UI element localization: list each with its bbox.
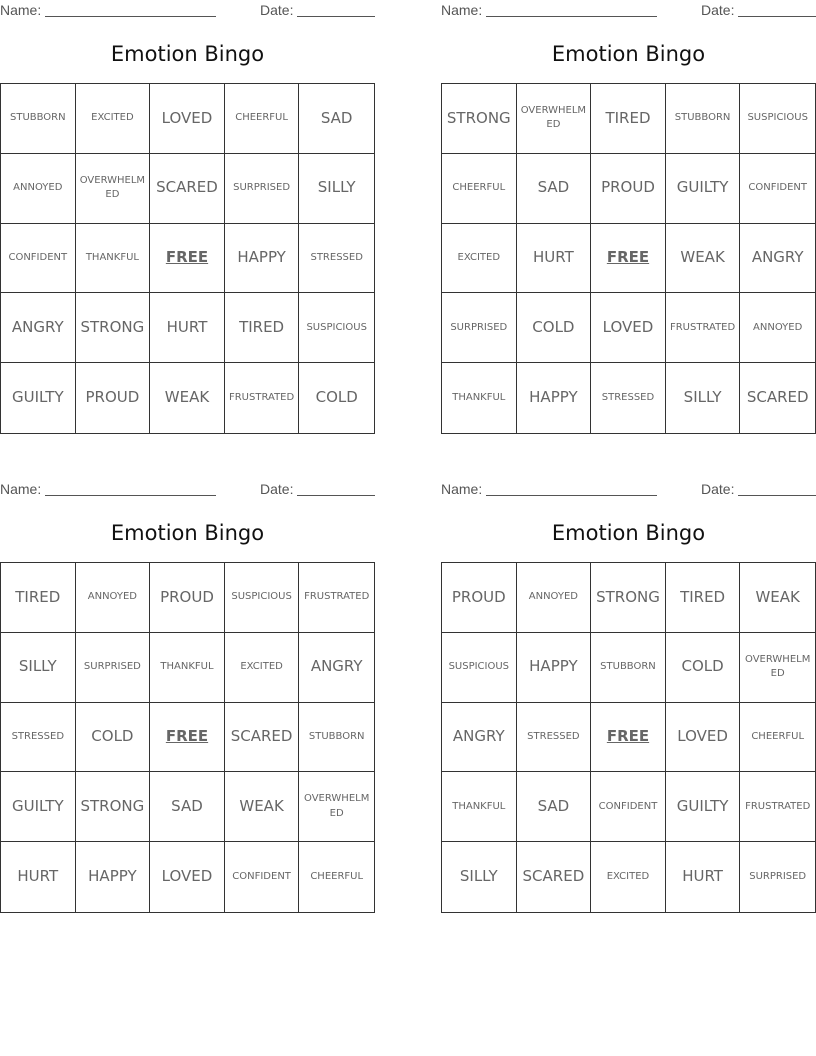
- bingo-cell[interactable]: PROUD: [442, 563, 517, 633]
- bingo-cell[interactable]: SUSPICIOUS: [225, 563, 300, 633]
- card-title: Emotion Bingo: [110, 42, 265, 66]
- date-field[interactable]: [297, 16, 375, 17]
- bingo-cell[interactable]: STRONG: [442, 84, 517, 154]
- bingo-cell[interactable]: LOVED: [150, 842, 225, 912]
- bingo-cell[interactable]: STUBBORN: [299, 703, 374, 773]
- bingo-cell[interactable]: WEAK: [740, 563, 815, 633]
- bingo-cell[interactable]: GUILTY: [1, 363, 76, 433]
- bingo-cell[interactable]: PROUD: [591, 154, 666, 224]
- bingo-cell[interactable]: FRUSTRATED: [740, 772, 815, 842]
- bingo-cell[interactable]: EXCITED: [225, 633, 300, 703]
- bingo-cell[interactable]: THANKFUL: [76, 224, 151, 294]
- bingo-cell[interactable]: LOVED: [150, 84, 225, 154]
- free-space[interactable]: FREE: [150, 224, 225, 294]
- bingo-cell[interactable]: COLD: [315, 388, 358, 407]
- bingo-cell[interactable]: SAD: [150, 772, 225, 842]
- bingo-cell[interactable]: STRONG: [591, 563, 666, 633]
- card-header: [0, 481, 375, 499]
- card-title: Emotion Bingo: [551, 42, 706, 66]
- bingo-card: [441, 479, 816, 913]
- bingo-cell[interactable]: STRESSED: [1, 703, 76, 773]
- bingo-cell[interactable]: SILLY: [666, 363, 741, 433]
- bingo-grid: [441, 562, 816, 913]
- card-title: Emotion Bingo: [551, 521, 706, 545]
- bingo-cell[interactable]: SCARED: [746, 388, 809, 407]
- bingo-card: [0, 479, 375, 913]
- bingo-cell[interactable]: ANGRY: [299, 633, 374, 703]
- bingo-cell[interactable]: OVERWHELMED: [76, 154, 151, 224]
- bingo-cell[interactable]: TIRED: [225, 293, 300, 363]
- bingo-cell[interactable]: HURT: [1, 842, 76, 912]
- bingo-cell[interactable]: TIRED: [1, 563, 76, 633]
- bingo-cell[interactable]: SILLY: [1, 633, 76, 703]
- bingo-cell[interactable]: SURPRISED: [225, 154, 300, 224]
- bingo-cell[interactable]: ANGRY: [442, 703, 517, 773]
- bingo-cell[interactable]: OVERWHELMED: [299, 772, 374, 842]
- bingo-cell[interactable]: CONFIDENT: [225, 842, 300, 912]
- bingo-cell[interactable]: OVERWHELMED: [740, 633, 815, 703]
- bingo-cell[interactable]: CHEERFUL: [310, 870, 364, 882]
- bingo-cell[interactable]: SURPRISED: [442, 293, 517, 363]
- date-label: Date:: [260, 2, 294, 18]
- bingo-cell[interactable]: TIRED: [666, 563, 741, 633]
- bingo-cell[interactable]: THANKFUL: [150, 633, 225, 703]
- bingo-cell[interactable]: FRUSTRATED: [299, 563, 374, 633]
- bingo-cell[interactable]: EXCITED: [442, 224, 517, 294]
- bingo-cell[interactable]: THANKFUL: [442, 363, 517, 433]
- bingo-cell[interactable]: FRUSTRATED: [666, 293, 741, 363]
- bingo-cell[interactable]: HAPPY: [517, 633, 592, 703]
- name-label: Name:: [441, 481, 483, 497]
- bingo-cell[interactable]: TIRED: [591, 84, 666, 154]
- bingo-cell[interactable]: OVERWHELMED: [517, 84, 592, 154]
- card-header: [441, 481, 816, 499]
- bingo-cell[interactable]: SCARED: [517, 842, 592, 912]
- bingo-cell[interactable]: LOVED: [666, 703, 741, 773]
- name-field[interactable]: [486, 16, 657, 17]
- bingo-cell[interactable]: STRONG: [76, 772, 151, 842]
- bingo-cell[interactable]: GUILTY: [666, 772, 741, 842]
- free-space[interactable]: FREE: [150, 703, 225, 773]
- bingo-cell[interactable]: CONFIDENT: [740, 154, 815, 224]
- bingo-cell[interactable]: SCARED: [150, 154, 225, 224]
- bingo-cell[interactable]: HURT: [517, 224, 592, 294]
- bingo-cell[interactable]: SUSPICIOUS: [299, 293, 374, 363]
- bingo-cell[interactable]: STRESSED: [299, 224, 374, 294]
- date-field[interactable]: [738, 16, 816, 17]
- bingo-cell[interactable]: WEAK: [150, 363, 225, 433]
- bingo-cell[interactable]: COLD: [76, 703, 151, 773]
- bingo-cell[interactable]: STUBBORN: [666, 84, 741, 154]
- bingo-cell[interactable]: STRESSED: [517, 703, 592, 773]
- bingo-cell[interactable]: ANGRY: [740, 224, 815, 294]
- name-field[interactable]: [45, 495, 216, 496]
- card-header: [441, 2, 816, 20]
- bingo-cell[interactable]: SILLY: [442, 842, 517, 912]
- bingo-grid: [0, 562, 375, 913]
- bingo-cell[interactable]: CONFIDENT: [591, 772, 666, 842]
- bingo-cell[interactable]: SAD: [517, 772, 592, 842]
- bingo-cell[interactable]: SURPRISED: [749, 870, 807, 882]
- bingo-cell[interactable]: STRESSED: [591, 363, 666, 433]
- bingo-cell[interactable]: CONFIDENT: [1, 224, 76, 294]
- bingo-cell[interactable]: ANNOYED: [740, 293, 815, 363]
- bingo-cell[interactable]: PROUD: [76, 363, 151, 433]
- bingo-grid: [0, 83, 375, 434]
- bingo-card: [441, 0, 816, 434]
- bingo-cell[interactable]: THANKFUL: [442, 772, 517, 842]
- bingo-cell[interactable]: PROUD: [150, 563, 225, 633]
- bingo-card: [0, 0, 375, 434]
- free-space[interactable]: FREE: [591, 224, 666, 294]
- name-field[interactable]: [45, 16, 216, 17]
- name-label: Name:: [0, 2, 42, 18]
- bingo-cell[interactable]: COLD: [517, 293, 592, 363]
- date-label: Date:: [260, 481, 294, 497]
- name-field[interactable]: [486, 495, 657, 496]
- bingo-cell[interactable]: GUILTY: [1, 772, 76, 842]
- card-title: Emotion Bingo: [110, 521, 265, 545]
- bingo-cell[interactable]: SAD: [299, 84, 374, 154]
- bingo-cell[interactable]: HAPPY: [517, 363, 592, 433]
- bingo-cell[interactable]: STRONG: [76, 293, 151, 363]
- bingo-cell[interactable]: SUSPICIOUS: [740, 84, 815, 154]
- bingo-cell[interactable]: SILLY: [299, 154, 374, 224]
- name-label: Name:: [0, 481, 42, 497]
- bingo-cell[interactable]: SUSPICIOUS: [442, 633, 517, 703]
- bingo-cell[interactable]: STUBBORN: [1, 84, 76, 154]
- bingo-cell[interactable]: LOVED: [591, 293, 666, 363]
- bingo-cell[interactable]: FRUSTRATED: [225, 363, 300, 433]
- bingo-cell[interactable]: HURT: [150, 293, 225, 363]
- date-label: Date:: [701, 2, 735, 18]
- date-field[interactable]: [738, 495, 816, 496]
- bingo-cell[interactable]: WEAK: [666, 224, 741, 294]
- bingo-cell[interactable]: SURPRISED: [76, 633, 151, 703]
- card-header: [0, 2, 375, 20]
- bingo-cell[interactable]: CHEERFUL: [740, 703, 815, 773]
- bingo-grid: [441, 83, 816, 434]
- bingo-cell[interactable]: STUBBORN: [591, 633, 666, 703]
- bingo-cell[interactable]: HAPPY: [225, 224, 300, 294]
- bingo-cell[interactable]: SAD: [517, 154, 592, 224]
- bingo-cell[interactable]: COLD: [666, 633, 741, 703]
- free-space[interactable]: FREE: [591, 703, 666, 773]
- name-label: Name:: [441, 2, 483, 18]
- bingo-cell[interactable]: EXCITED: [76, 84, 151, 154]
- bingo-cell[interactable]: GUILTY: [666, 154, 741, 224]
- bingo-cell[interactable]: WEAK: [225, 772, 300, 842]
- bingo-cell[interactable]: CHEERFUL: [442, 154, 517, 224]
- bingo-cell[interactable]: ANNOYED: [1, 154, 76, 224]
- bingo-cell[interactable]: HURT: [666, 842, 741, 912]
- date-label: Date:: [701, 481, 735, 497]
- bingo-cell[interactable]: CHEERFUL: [225, 84, 300, 154]
- bingo-cell[interactable]: EXCITED: [591, 842, 666, 912]
- bingo-cell[interactable]: ANNOYED: [76, 563, 151, 633]
- bingo-cell[interactable]: SCARED: [225, 703, 300, 773]
- date-field[interactable]: [297, 495, 375, 496]
- bingo-cell[interactable]: ANNOYED: [517, 563, 592, 633]
- bingo-cell[interactable]: HAPPY: [76, 842, 151, 912]
- bingo-cell[interactable]: ANGRY: [1, 293, 76, 363]
